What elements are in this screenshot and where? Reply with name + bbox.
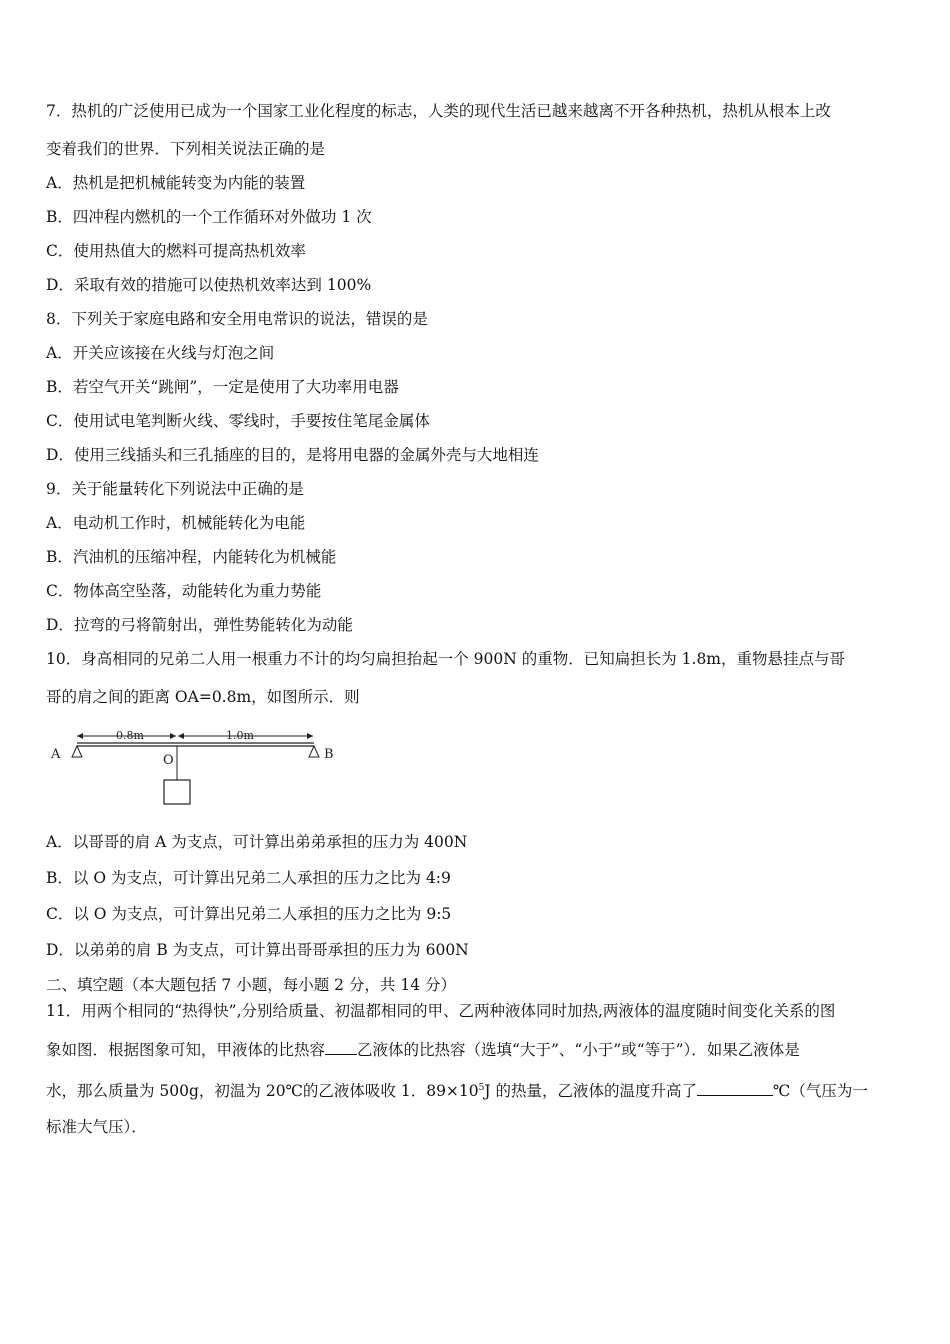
q8-option-d: D．使用三线插头和三孔插座的目的，是将用电器的金属外壳与大地相连 bbox=[46, 446, 539, 464]
q11-line2-part-a: 象如图．根据图象可知，甲液体的比热容 bbox=[46, 1041, 326, 1059]
q7-stem-line1: 7．热机的广泛使用已成为一个国家工业化程度的标志，人类的现代生活已越来越离不开各种热机，热机从根本上改 bbox=[46, 102, 831, 120]
q10-option-c: C．以 O 为支点，可计算出兄弟二人承担的压力之比为 9:5 bbox=[46, 905, 452, 923]
q10-stem-line2: 哥的肩之间的距离 OA=0.8m，如图所示．则 bbox=[46, 688, 360, 706]
q9-stem: 9．关于能量转化下列说法中正确的是 bbox=[46, 480, 304, 498]
section2-heading: 二、填空题（本大题包括 7 小题，每小题 2 分，共 14 分） bbox=[46, 976, 457, 994]
q11-line2-part-b: 乙液体的比热容（选填“大于”、“小于”或“等于”）．如果乙液体是 bbox=[357, 1041, 800, 1059]
arrowhead-left-icon bbox=[77, 733, 83, 739]
arrowhead-mid-left-icon bbox=[170, 733, 176, 739]
q9-option-b: B．汽油机的压缩冲程，内能转化为机械能 bbox=[46, 548, 337, 566]
arrowhead-right-icon bbox=[307, 733, 313, 739]
q7-option-a: A．热机是把机械能转变为内能的装置 bbox=[46, 174, 306, 192]
q11-line3-part-b: J 的热量，乙液体的温度升高了 bbox=[484, 1082, 698, 1101]
q10-stem-line1: 10．身高相同的兄弟二人用一根重力不计的均匀扁担抬起一个 900N 的重物．已知扁担长为 1.8m，重物悬挂点与哥 bbox=[46, 650, 846, 668]
q11-line4: 标准大气压）． bbox=[46, 1118, 147, 1136]
answer-blank-1[interactable] bbox=[325, 1040, 357, 1055]
q10-option-d: D．以弟弟的肩 B 为支点，可计算出哥哥承担的压力为 600N bbox=[46, 941, 469, 959]
q11-line3 bbox=[46, 1077, 910, 1102]
lever-diagram bbox=[48, 722, 348, 812]
q9-option-d: D．拉弯的弓将箭射出，弹性势能转化为动能 bbox=[46, 616, 353, 634]
q9-option-c: C．物体高空坠落，动能转化为重力势能 bbox=[46, 582, 322, 600]
q9-option-a: A．电动机工作时，机械能转化为电能 bbox=[46, 514, 306, 532]
label-a: A bbox=[51, 747, 61, 762]
label-o: O bbox=[163, 753, 174, 768]
weight-box bbox=[164, 780, 190, 804]
q11-line2 bbox=[46, 1039, 910, 1061]
arrowhead-mid-right-icon bbox=[178, 733, 184, 739]
q11-line1: 11．用两个相同的“热得快”,分别给质量、初温都相同的甲、乙两种液体同时加热,两液体的温度随时间变化关系的图 bbox=[46, 1002, 836, 1020]
q10-option-a: A．以哥哥的肩 A 为支点，可计算出弟弟承担的压力为 400N bbox=[46, 833, 468, 851]
q10-option-b: B．以 O 为支点，可计算出兄弟二人承担的压力之比为 4:9 bbox=[46, 869, 451, 887]
q7-option-d: D．采取有效的措施可以使热机效率达到 100% bbox=[46, 276, 372, 294]
label-b: B bbox=[324, 747, 334, 762]
support-b-triangle-icon bbox=[309, 746, 319, 757]
q11-line3-part-a: 水，那么质量为 500g，初温为 20℃的乙液体吸收 1．89×10 bbox=[46, 1082, 479, 1101]
q7-option-c: C．使用热值大的燃料可提高热机效率 bbox=[46, 242, 306, 260]
q11-exponent: 5 bbox=[478, 1083, 485, 1093]
answer-blank-2[interactable] bbox=[697, 1081, 773, 1096]
q8-option-a: A．开关应该接在火线与灯泡之间 bbox=[46, 344, 275, 362]
dim-ao-label: 0.8m bbox=[116, 729, 144, 742]
q7-stem-line2: 变着我们的世界．下列相关说法正确的是 bbox=[46, 140, 326, 158]
dim-ob-label: 1.0m bbox=[226, 729, 254, 742]
q8-option-c: C．使用试电笔判断火线、零线时，手要按住笔尾金属体 bbox=[46, 412, 430, 430]
support-a-triangle-icon bbox=[72, 746, 82, 757]
q8-stem: 8．下列关于家庭电路和安全用电常识的说法，错误的是 bbox=[46, 310, 428, 328]
q8-option-b: B．若空气开关“跳闸”，一定是使用了大功率用电器 bbox=[46, 378, 399, 396]
q7-option-b: B．四冲程内燃机的一个工作循环对外做功 1 次 bbox=[46, 208, 372, 226]
q11-line3-part-c: ℃（气压为一 bbox=[773, 1082, 868, 1101]
